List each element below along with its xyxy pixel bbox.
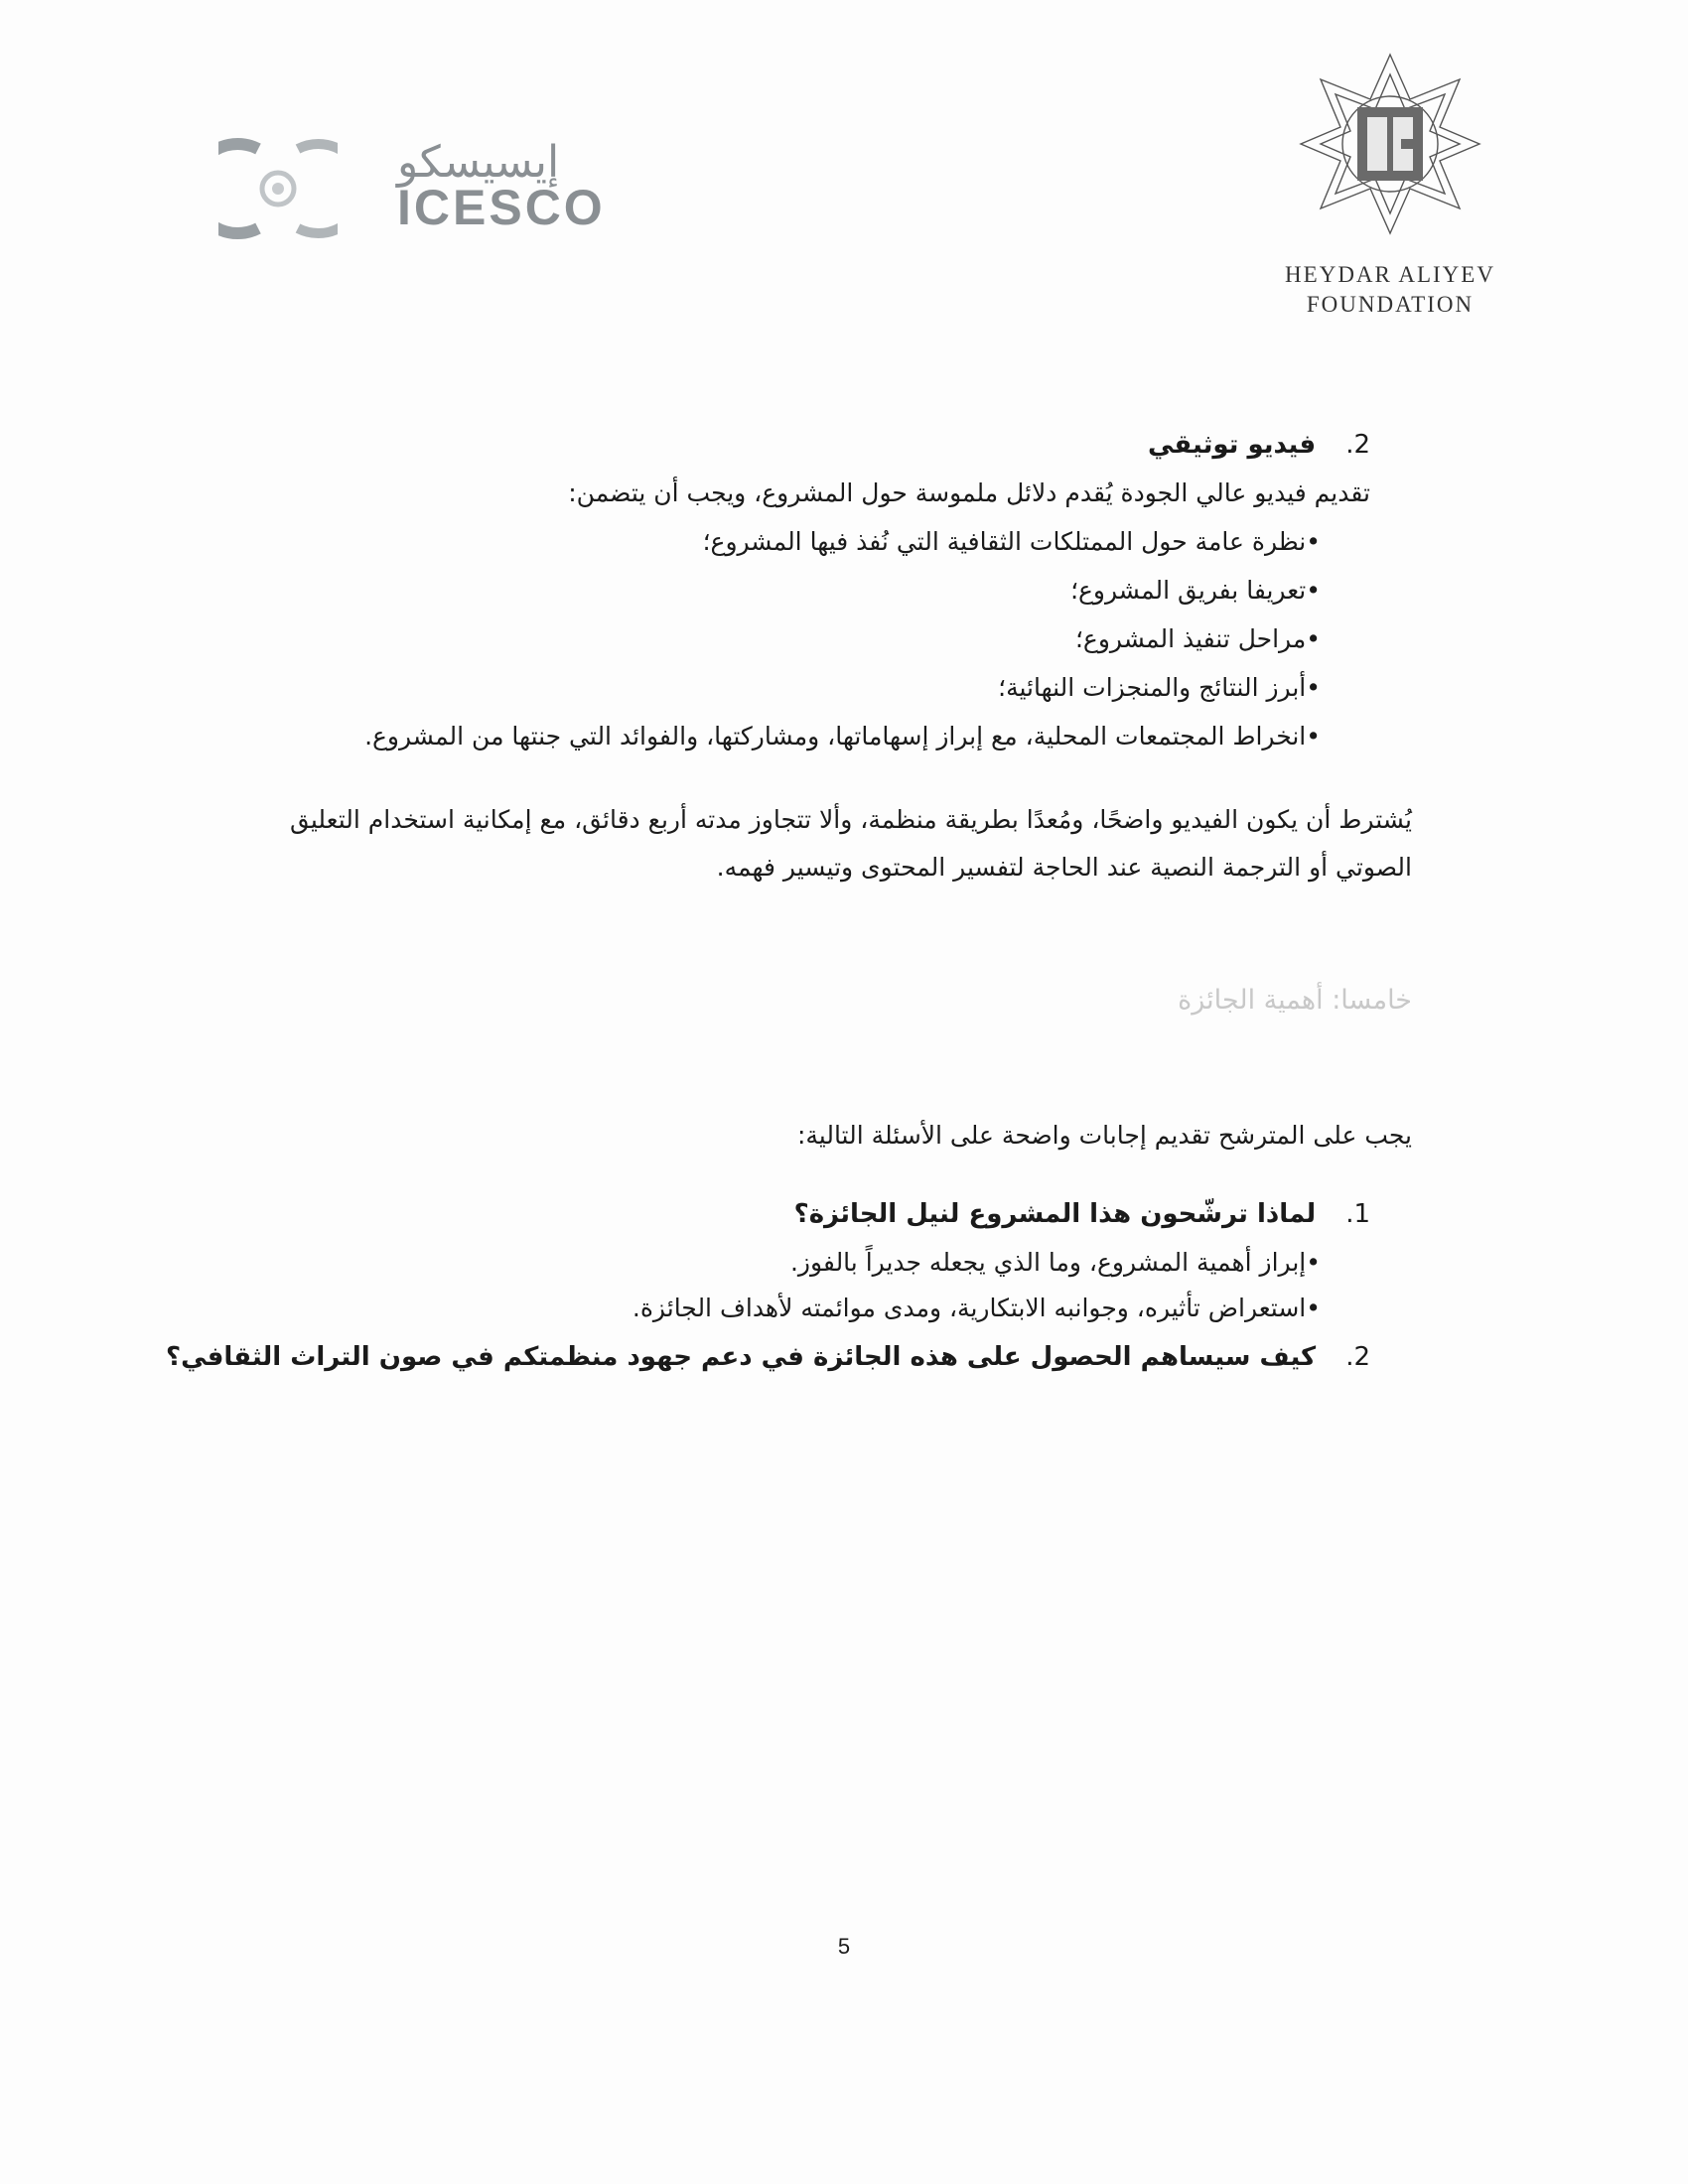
video-section-heading — [1148, 427, 1370, 463]
importance-section-intro: يجب على المترشح تقديم إجابات واضحة على الأسئلة التالية: — [796, 1121, 1412, 1150]
video-condition-line-2: الصوتي أو الترجمة النصية عند الحاجة لتفسير المحتوى وتيسير فهمه. — [716, 853, 1412, 882]
video-section-number: 2. — [1345, 430, 1370, 460]
question-1 — [794, 1196, 1370, 1232]
foundation-name — [1261, 260, 1519, 320]
question-2 — [166, 1339, 1370, 1375]
page-number: 5 — [837, 1934, 851, 1959]
video-bullet-5: •انخراط المجتمعات المحلية، مع إبراز إسهاماتها، ومشاركتها، والفوائد التي جنتها من المشروع. — [364, 722, 1321, 751]
foundation-star-emblem-icon — [1296, 50, 1484, 238]
question-2-number: 2. — [1345, 1342, 1370, 1372]
icesco-latin-name: ICESCO — [397, 180, 606, 235]
foundation-name-line2: FOUNDATION — [1306, 292, 1475, 317]
icesco-emblem-icon — [218, 129, 338, 248]
icesco-logo — [218, 119, 606, 248]
video-bullet-2: •تعريفا بفريق المشروع؛ — [1070, 576, 1321, 605]
video-section-intro: تقديم فيديو عالي الجودة يُقدم دلائل ملموسة حول المشروع، ويجب أن يتضمن: — [568, 478, 1370, 507]
question-1-bullet-2: •استعراض تأثيره، وجوانبه الابتكارية، ومدى موائمته لأهداف الجائزة. — [632, 1294, 1321, 1322]
heydar-aliyev-foundation-logo — [1261, 50, 1519, 328]
question-2-text: كيف سيساهم الحصول على هذه الجائزة في دعم جهود منظمتكم في صون التراث الثقافي؟ — [165, 1342, 1317, 1372]
question-1-number: 1. — [1345, 1199, 1370, 1229]
importance-section-heading: خامسا: أهمية الجائزة — [1178, 985, 1412, 1016]
video-bullet-4: •أبرز النتائج والمنجزات النهائية؛ — [998, 673, 1321, 702]
foundation-name-line1: HEYDAR ALIYEV — [1285, 262, 1495, 287]
video-bullet-1: •نظرة عامة حول الممتلكات الثقافية التي نُفذ فيها المشروع؛ — [702, 527, 1321, 556]
video-bullet-3: •مراحل تنفيذ المشروع؛ — [1074, 624, 1321, 653]
question-1-text: لماذا ترشّحون هذا المشروع لنيل الجائزة؟ — [793, 1199, 1317, 1229]
video-condition-line-1: يُشترط أن يكون الفيديو واضحًا، ومُعدًا بطريقة منظمة، وألا تتجاوز مدته أربع دقائق، مع إمكانية استخدام التعليق — [290, 805, 1412, 834]
icesco-arabic-name: إيسيسكو — [397, 137, 560, 188]
question-1-bullet-1: •إبراز أهمية المشروع، وما الذي يجعله جديراً بالفوز. — [789, 1248, 1321, 1277]
video-section-title: فيديو توثيقي — [1147, 430, 1317, 460]
